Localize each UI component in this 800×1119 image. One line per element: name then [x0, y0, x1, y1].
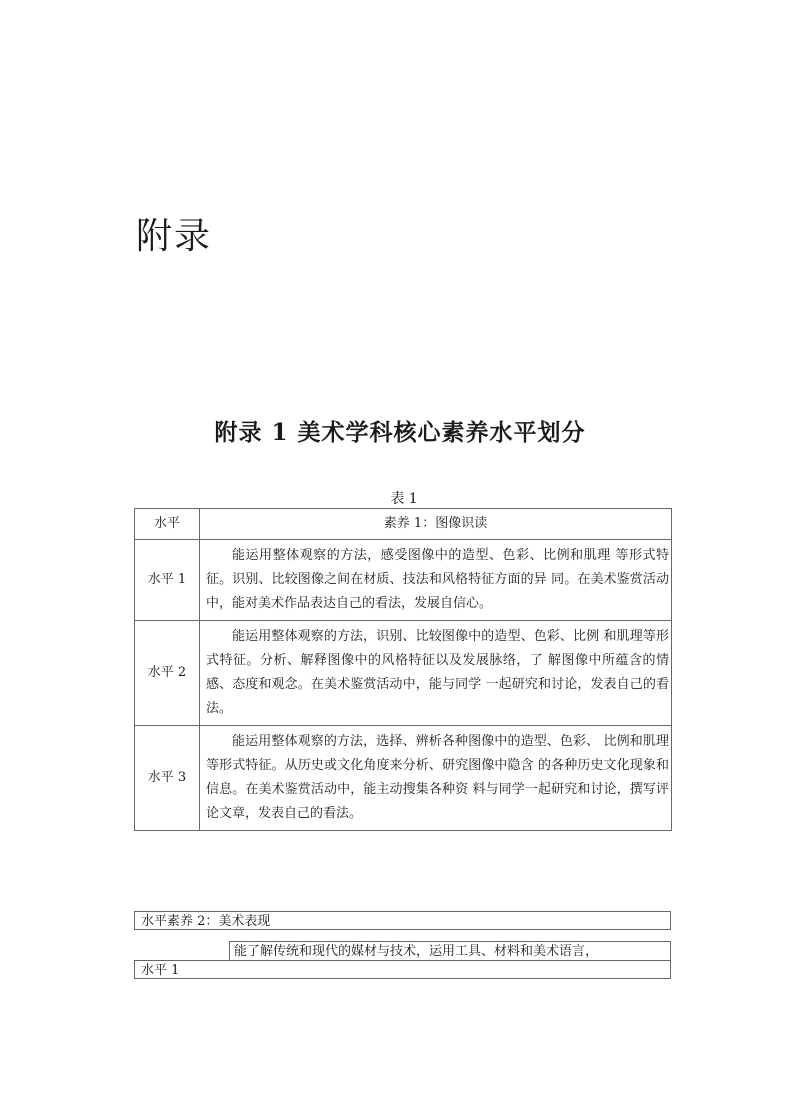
- literacy-column-header: 素养 1：图像识读: [200, 509, 672, 540]
- level-cell: 水平 3: [135, 726, 200, 831]
- level-cell: 水平 2: [135, 621, 200, 726]
- level-cell: 水平 1: [135, 540, 200, 621]
- table-row: [135, 540, 672, 621]
- table2-level-cell: 水平 1: [134, 960, 671, 979]
- description-cell: 能运用整体观察的方法，识别、比较图像中的造型、色彩、比例 和肌理等形式特征。分析、解释图像中的风格特征以及发展脉络，了 解图像中所蕴含的情感、态度和观念。在美术鉴赏活动中，能与同学 一起研究和讨论，发表自己的看法。: [200, 621, 672, 726]
- table-row: [135, 726, 672, 831]
- table-caption: 表 1: [390, 491, 418, 507]
- table-header-row: [135, 509, 672, 540]
- page-heading: 附录: [136, 216, 213, 257]
- table2-header: 水平素养 2：美术表现: [134, 911, 671, 930]
- table2-description-cell: 能了解传统和现代的媒材与技术，运用工具、材料和美术语言，: [229, 941, 671, 960]
- table-row: [135, 621, 672, 726]
- appendix-title: 附录 1 美术学科核心素养水平划分: [214, 419, 586, 446]
- description-cell: 能运用整体观察的方法，感受图像中的造型、色彩、比例和肌理 等形式特征。识别、比较图像之间在材质、技法和风格特征方面的异 同。在美术鉴赏活动中，能对美术作品表达自己的看法，发展自信心。: [200, 540, 672, 621]
- level-column-header: 水平: [135, 509, 200, 540]
- description-cell: 能运用整体观察的方法，选择、辨析各种图像中的造型、色彩、 比例和肌理等形式特征。从历史或文化角度来分析、研究图像中隐含 的各种历史文化现象和信息。在美术鉴赏活动中，能主动搜集各种资 料与同学一起研究和讨论，撰写评论文章，发表自己的看法。: [200, 726, 672, 831]
- literacy-level-table: [134, 508, 672, 831]
